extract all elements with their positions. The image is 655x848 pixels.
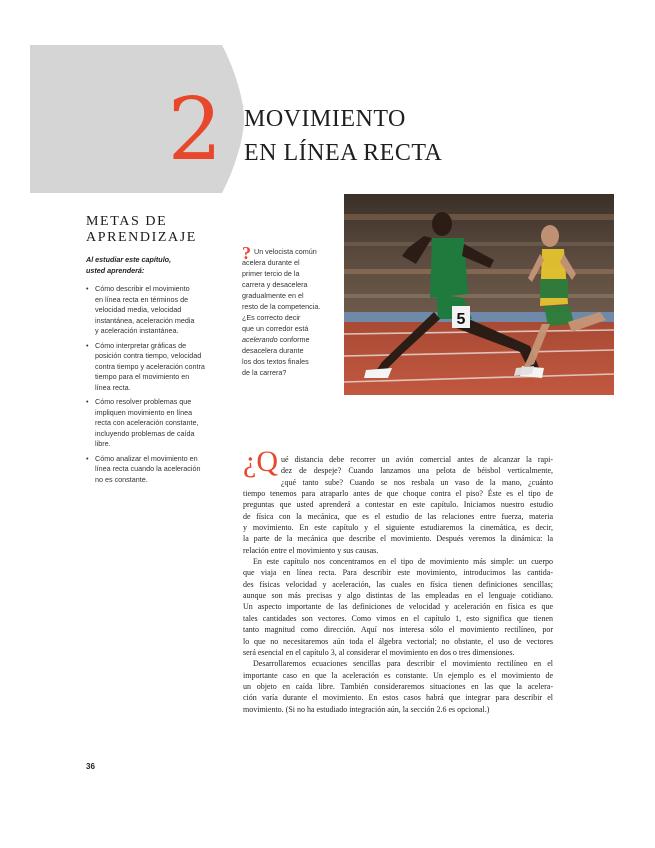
body-text-line: ción varía durante el movimiento. En estos casos habrá que integrar para describir el: [243, 693, 553, 703]
learning-goal-item: [86, 341, 216, 394]
bullet-icon: •: [86, 453, 89, 463]
body-text-line: será esencial en el capítulo 3, al considerar el movimiento en dos o tres dimensiones.: [243, 647, 515, 657]
chapter-opening-question: [242, 243, 342, 378]
learning-goal-line: instantánea, aceleración media: [95, 315, 195, 325]
learning-goal-line: línea recta.: [95, 382, 131, 392]
goals-title-line: APRENDIZAJE: [86, 230, 197, 245]
body-text-line: preguntas que usted aprenderá a contestar en este capítulo. Iniciamos nuestro estudio: [243, 500, 553, 510]
goals-intro-line: Al estudiar este capítulo,: [86, 255, 172, 264]
question-line: que un corredor está: [242, 324, 309, 333]
bullet-icon: •: [86, 340, 89, 350]
learning-goal-line: velocidad media, velocidad: [95, 305, 182, 314]
chapter-title-line: MOVIMIENTO: [244, 106, 406, 132]
body-text-line: movimiento. (Si no ha estudiado integración aún, la sección 2.6 es opcional.): [243, 704, 490, 714]
learning-goal-line: Cómo analizar el movimiento en: [95, 453, 198, 463]
learning-goal-line: en línea recta en términos de: [95, 294, 189, 304]
bullet-icon: •: [86, 397, 89, 406]
learning-goal-line: incluyendo problemas de caída: [95, 428, 195, 438]
bullet-icon: •: [86, 284, 89, 293]
chapter-title: [244, 102, 544, 170]
question-line: primer tercio de la: [242, 269, 300, 278]
learning-goals-list: [86, 284, 216, 485]
learning-goals-title: [86, 214, 216, 246]
learning-goal-line: posición contra tiempo, velocidad: [95, 351, 202, 360]
sprinters-photo: [344, 194, 614, 395]
question-line: resto de la competencia.: [242, 302, 321, 311]
learning-goal-line: tiempo para el movimiento en: [95, 372, 190, 381]
chapter-number: 2: [167, 80, 223, 180]
learning-goal-item: [86, 397, 216, 450]
learning-goal-line: Cómo describir el movimiento: [95, 284, 190, 293]
body-text-line: lo que no necesitaremos aún toda el álgebra vectorial; no obstante, el uso de vectores: [243, 636, 553, 646]
question-line: acelera durante el: [242, 258, 300, 267]
learning-goal-item: [86, 284, 216, 337]
question-emphasis: acelerando: [242, 335, 278, 344]
body-text-line: la parte de la mecánica que describe el movimiento. Después veremos la dinámica: la: [243, 534, 553, 544]
drop-cap-text: ¿Q: [243, 445, 278, 478]
chapter-intro-text: [243, 454, 553, 715]
question-line: [242, 334, 342, 345]
goals-intro-line: usted aprenderá:: [86, 266, 145, 275]
learning-goals-intro: [86, 254, 216, 276]
body-text-line: tales cantidades son vectores. Como vimos en el capítulo 1, esto significa que tienen: [243, 613, 553, 623]
question-mark-icon: ?: [242, 243, 251, 263]
body-text-line: Un aspecto importante de las definiciones de velocidad y aceleración en física es que: [243, 602, 553, 612]
body-text-line: ¿qué tanto sube? Cuando se nos resbala un vaso de la mano, ¿cuánto: [281, 477, 553, 487]
body-text-line: Desarrollaremos ecuaciones sencillas para describir el movimiento rectilíneo en el: [253, 659, 553, 669]
body-text-line: relación entre el movimiento y sus causas.: [243, 545, 379, 555]
body-text-line: tiempo tenemos para atraparlo antes de que choque contra el piso? Éste es el tipo de: [243, 489, 553, 499]
learning-goal-line: recta con aceleración constante,: [95, 418, 199, 427]
learning-goal-line: libre.: [95, 439, 111, 448]
question-line: Un velocista común: [254, 247, 317, 256]
chapter-title-line: EN LÍNEA RECTA: [244, 140, 443, 166]
body-text-line: de física con la mecánica, que es el estudio de las relaciones entre fuerza, materia: [243, 511, 553, 521]
learning-goal-item: [86, 454, 216, 486]
page-number: 36: [86, 762, 95, 771]
learning-goal-line: Cómo interpretar gráficas de: [95, 340, 187, 350]
body-text-line: dez de despeje? Cuando lanzamos una pelota de béisbol verticalmente,: [281, 466, 553, 476]
question-line: ¿Es correcto decir: [242, 313, 301, 322]
body-text-line: En este capítulo nos concentramos en el tipo de movimiento más simple: un cuerpo: [253, 557, 553, 567]
runner-bib-number: 5: [456, 311, 466, 328]
learning-goal-line: impliquen movimiento en línea: [95, 407, 193, 417]
question-line-rest: conforme: [277, 335, 310, 344]
question-line: carrera y desacelera: [242, 280, 308, 289]
learning-goal-line: Cómo resolver problemas que: [95, 397, 192, 406]
learning-goal-line: contra tiempo y aceleración contra: [95, 361, 205, 371]
body-text-line: importante caso en que la aceleración es constante. Un ejemplo es el movimiento de: [243, 670, 553, 680]
question-line: los dos textos finales: [242, 357, 309, 366]
body-text-line: un objeto en caída libre. También consideraremos situaciones en las que la acelera-: [243, 681, 553, 691]
learning-goal-line: no es constante.: [95, 474, 148, 484]
body-text-line: aunque son más precisas y algo distintas de las empleadas en el lenguaje cotidiano.: [243, 591, 553, 601]
learning-goal-line: y aceleración instantánea.: [95, 326, 179, 335]
goals-title-line: METAS DE: [86, 214, 168, 229]
body-text-line: que viaja en línea recta. Para describir este movimiento, introducimos las cantida-: [243, 568, 553, 578]
question-line: desacelera durante: [242, 346, 304, 355]
body-text-line: des físicas velocidad y aceleración, las cuales en física tienen definiciones sencillas;: [243, 579, 553, 589]
body-text-line: tanto magnitud como dirección. Aquí nos interesa sólo el movimiento rectilíneo, por: [243, 625, 553, 635]
question-line: de la carrera?: [242, 368, 287, 377]
body-text-line: ué distancia debe recorrer un avión comercial antes de alcanzar la rapi-: [281, 455, 553, 464]
question-line: gradualmente en el: [242, 291, 304, 300]
body-text-line: y movimiento. En este capítulo y el siguiente estudiaremos la cinemática, es decir,: [243, 523, 553, 533]
learning-goal-line: línea recta cuando la aceleración: [95, 464, 201, 473]
learning-goals: [86, 214, 216, 489]
